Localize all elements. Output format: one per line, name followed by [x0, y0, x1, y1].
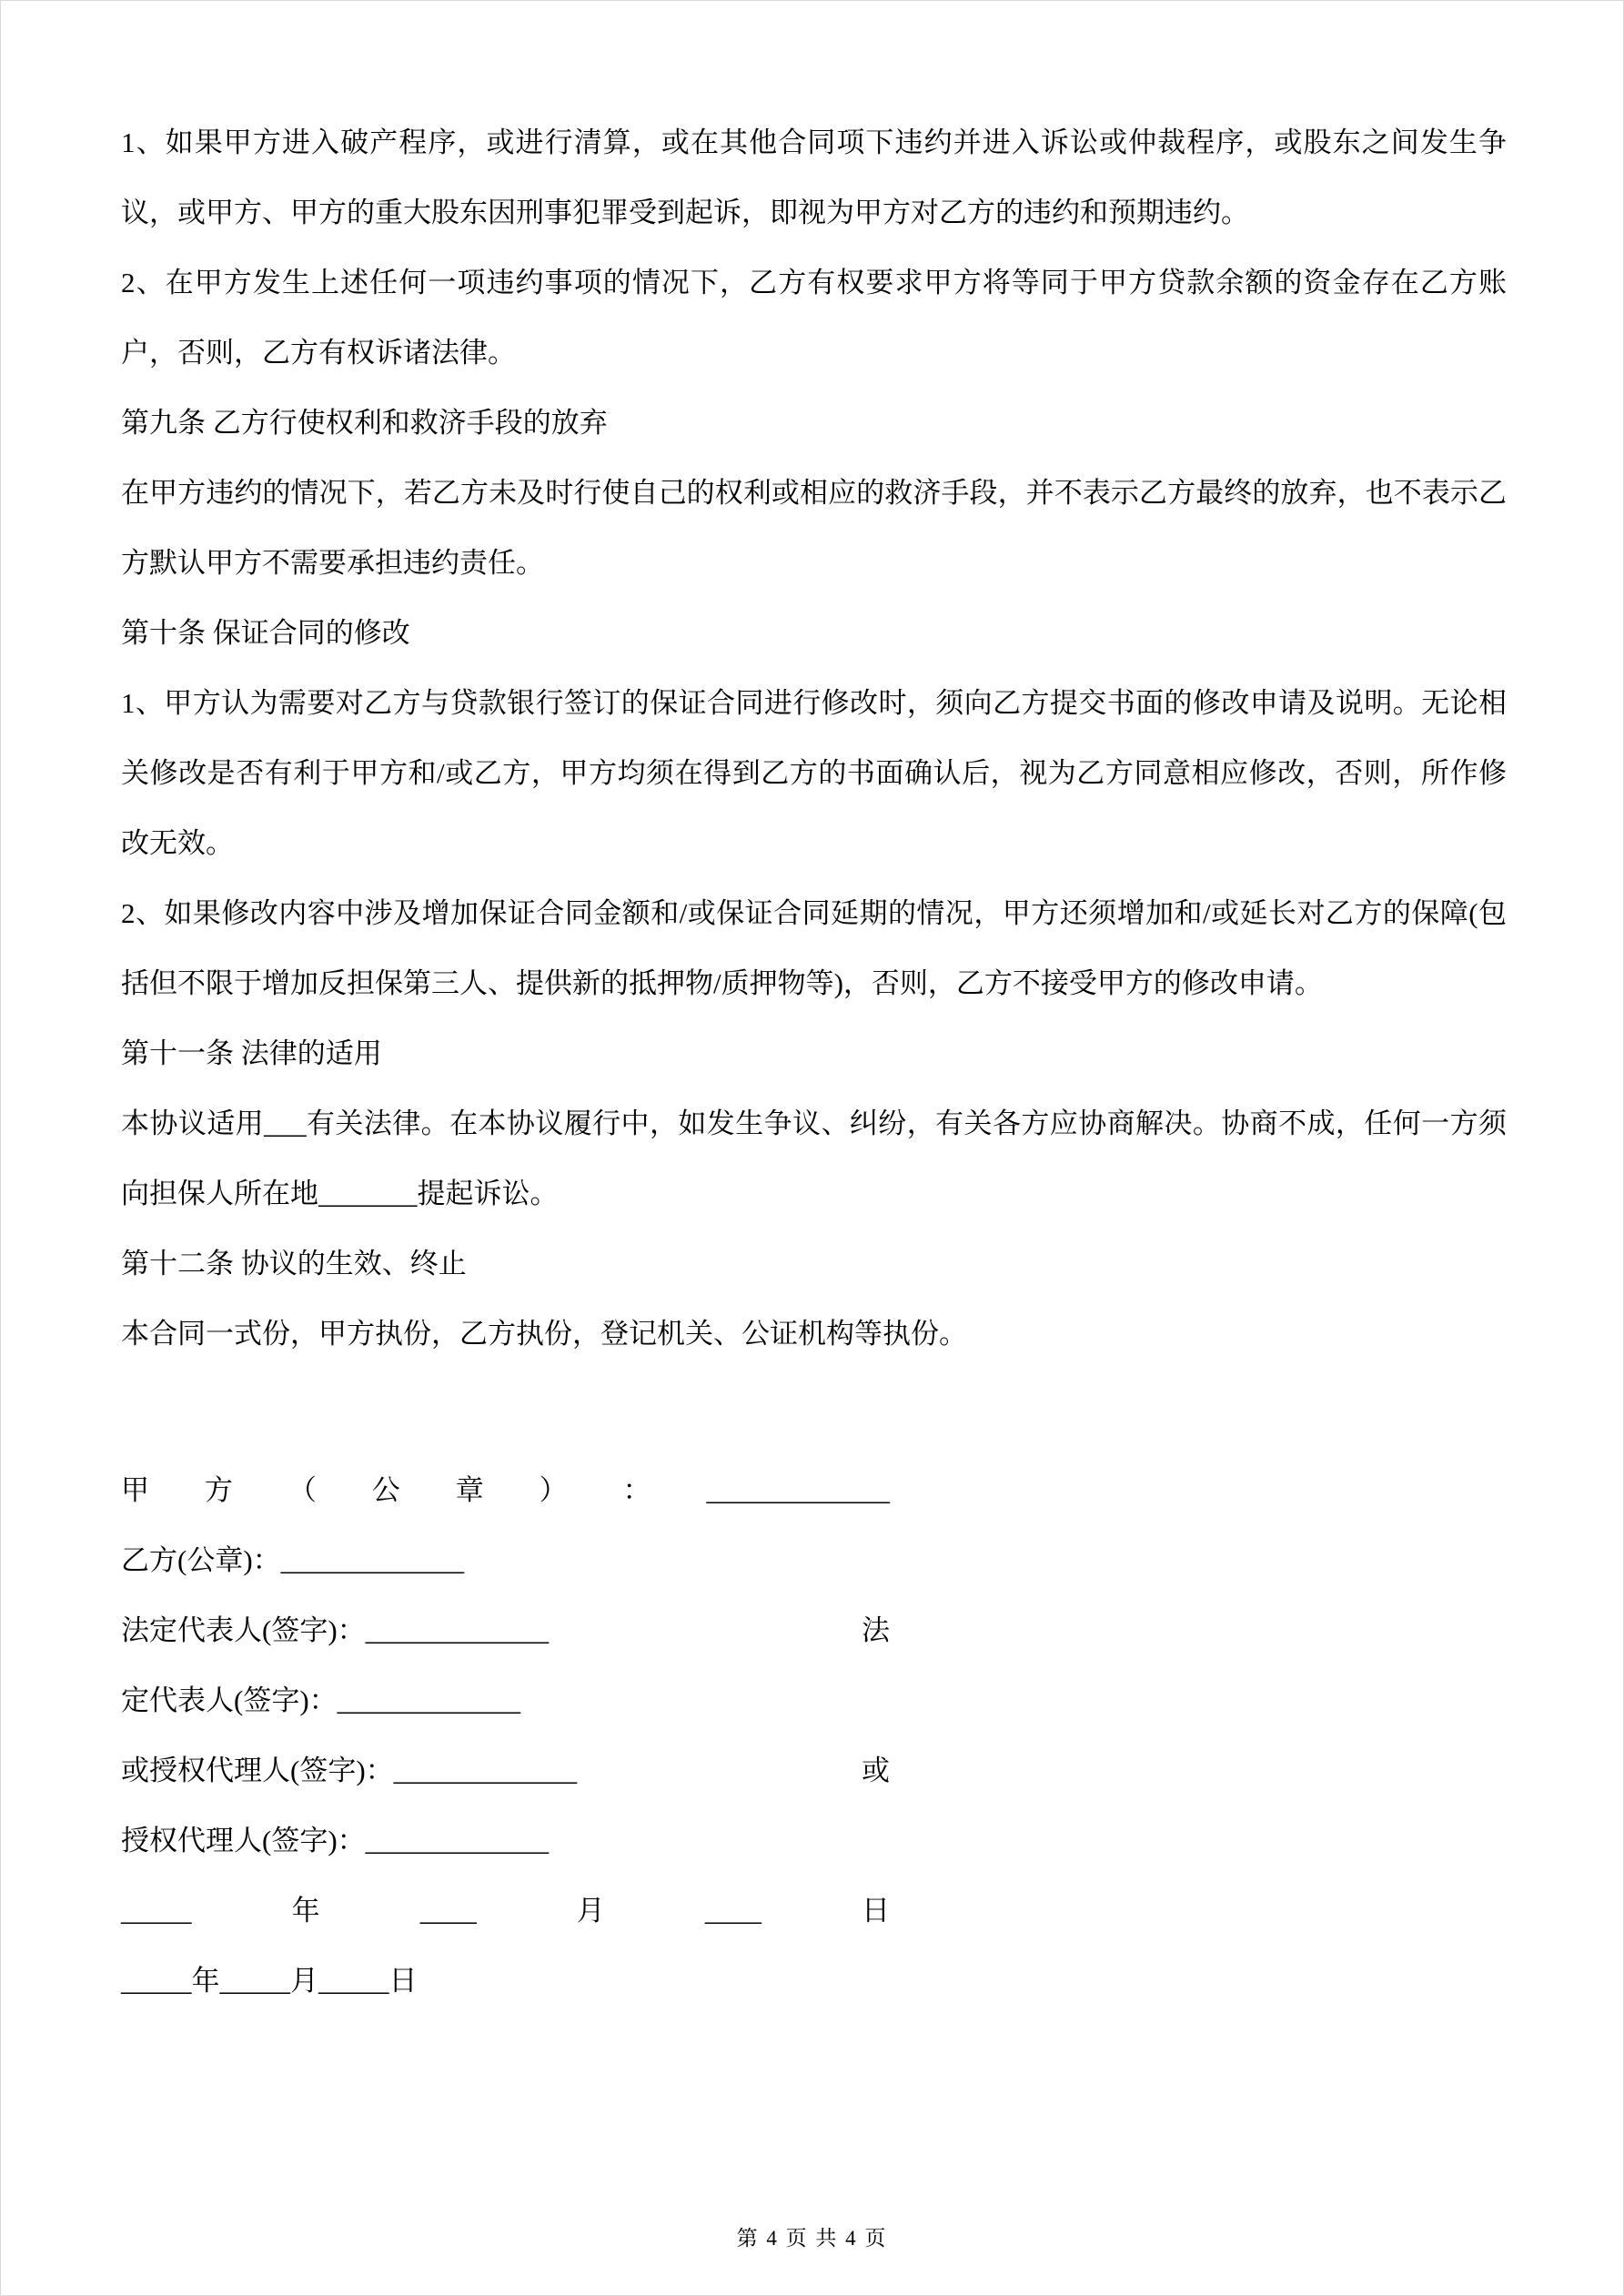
page-number-footer: 第 4 页 共 4 页 — [736, 2227, 888, 2250]
heading-article-10: 第十条 保证合同的修改 — [121, 617, 410, 649]
paragraph-article-11-body: 本协议适用___有关法律。在本协议履行中，如发生争议、纠纷，有关各方应协商解决。协商不成，任何一方须向担保人所在地_______提起诉讼。 — [121, 1108, 1507, 1209]
party-b-seal-line: 乙方(公章)：_____________ — [121, 1544, 465, 1576]
date-month-label: 月 — [576, 1895, 605, 1927]
party-a-signature-blank: _____________ — [706, 1474, 890, 1506]
paragraph-article-10-item-2: 2、如果修改内容中涉及增加保证合同金额和/或保证合同延期的情况，甲方还须增加和/或延长对乙方的保障(包括但不限于增加反担保第三人、提供新的抵押物/质押物等)，否则，乙方不接受甲方的修改申请。 — [121, 897, 1507, 999]
date-line-2: _____年_____月_____日 — [121, 1965, 418, 1997]
party-a-token: ） — [539, 1474, 568, 1506]
party-a-token: 甲 — [121, 1474, 149, 1506]
legal-representative-line-1 — [121, 1595, 890, 1665]
heading-article-12: 第十二条 协议的生效、终止 — [121, 1248, 467, 1279]
paragraph-article-12-body: 本合同一式份，甲方执份，乙方执份，登记机关、公证机构等执份。 — [121, 1318, 967, 1350]
heading-article-9: 第九条 乙方行使权利和救济手段的放弃 — [121, 407, 608, 439]
legal-representative-line-2: 定代表人(签字)：_____________ — [121, 1684, 521, 1716]
party-a-seal-line — [121, 1455, 890, 1525]
signature-block — [121, 1455, 890, 2016]
paragraph-breach-remedy: 2、在甲方发生上述任何一项违约事项的情况下，乙方有权要求甲方将等同于甲方贷款余额的资金存在乙方账户，否则，乙方有权诉诸法律。 — [121, 267, 1507, 369]
authorized-agent-label: 或授权代理人(签字)：_____________ — [121, 1755, 578, 1786]
paragraph-article-10-item-1: 1、甲方认为需要对乙方与贷款银行签订的保证合同进行修改时，须向乙方提交书面的修改申请及说明。无论相关修改是否有利于甲方和/或乙方，甲方均须在得到乙方的书面确认后，视为乙方同意相应修改，否则，所作修改无效。 — [121, 687, 1507, 859]
authorized-agent-wrap-char: 或 — [862, 1755, 890, 1786]
date-blank: ____ — [419, 1895, 477, 1927]
legal-representative-label: 法定代表人(签字)：_____________ — [121, 1614, 550, 1646]
authorized-agent-line-1 — [121, 1735, 890, 1805]
paragraph-article-9-body: 在甲方违约的情况下，若乙方未及时行使自己的权利或相应的救济手段，并不表示乙方最终的放弃，也不表示乙方默认甲方不需要承担违约责任。 — [121, 477, 1507, 579]
date-year-label: 年 — [291, 1895, 320, 1927]
date-line-1 — [121, 1876, 890, 1946]
date-day-label: 日 — [861, 1895, 890, 1927]
authorized-agent-line-2: 授权代理人(签字)：_____________ — [121, 1825, 550, 1856]
date-blank: ____ — [704, 1895, 762, 1927]
party-a-token: ： — [622, 1474, 651, 1506]
legal-representative-wrap-char: 法 — [862, 1614, 890, 1646]
heading-article-11: 第十一条 法律的适用 — [121, 1037, 382, 1069]
party-a-token: 公 — [371, 1474, 400, 1506]
party-a-token: （ — [287, 1474, 317, 1506]
party-a-token: 章 — [455, 1474, 484, 1506]
document-content — [121, 107, 1507, 2016]
party-a-token: 方 — [204, 1474, 233, 1506]
date-blank: _____ — [121, 1895, 192, 1927]
paragraph-breach-events: 1、如果甲方进入破产程序，或进行清算，或在其他合同项下违约并进入诉讼或仲裁程序，或股东之间发生争议，或甲方、甲方的重大股东因刑事犯罪受到起诉，即视为甲方对乙方的违约和预期违约。 — [121, 126, 1507, 228]
